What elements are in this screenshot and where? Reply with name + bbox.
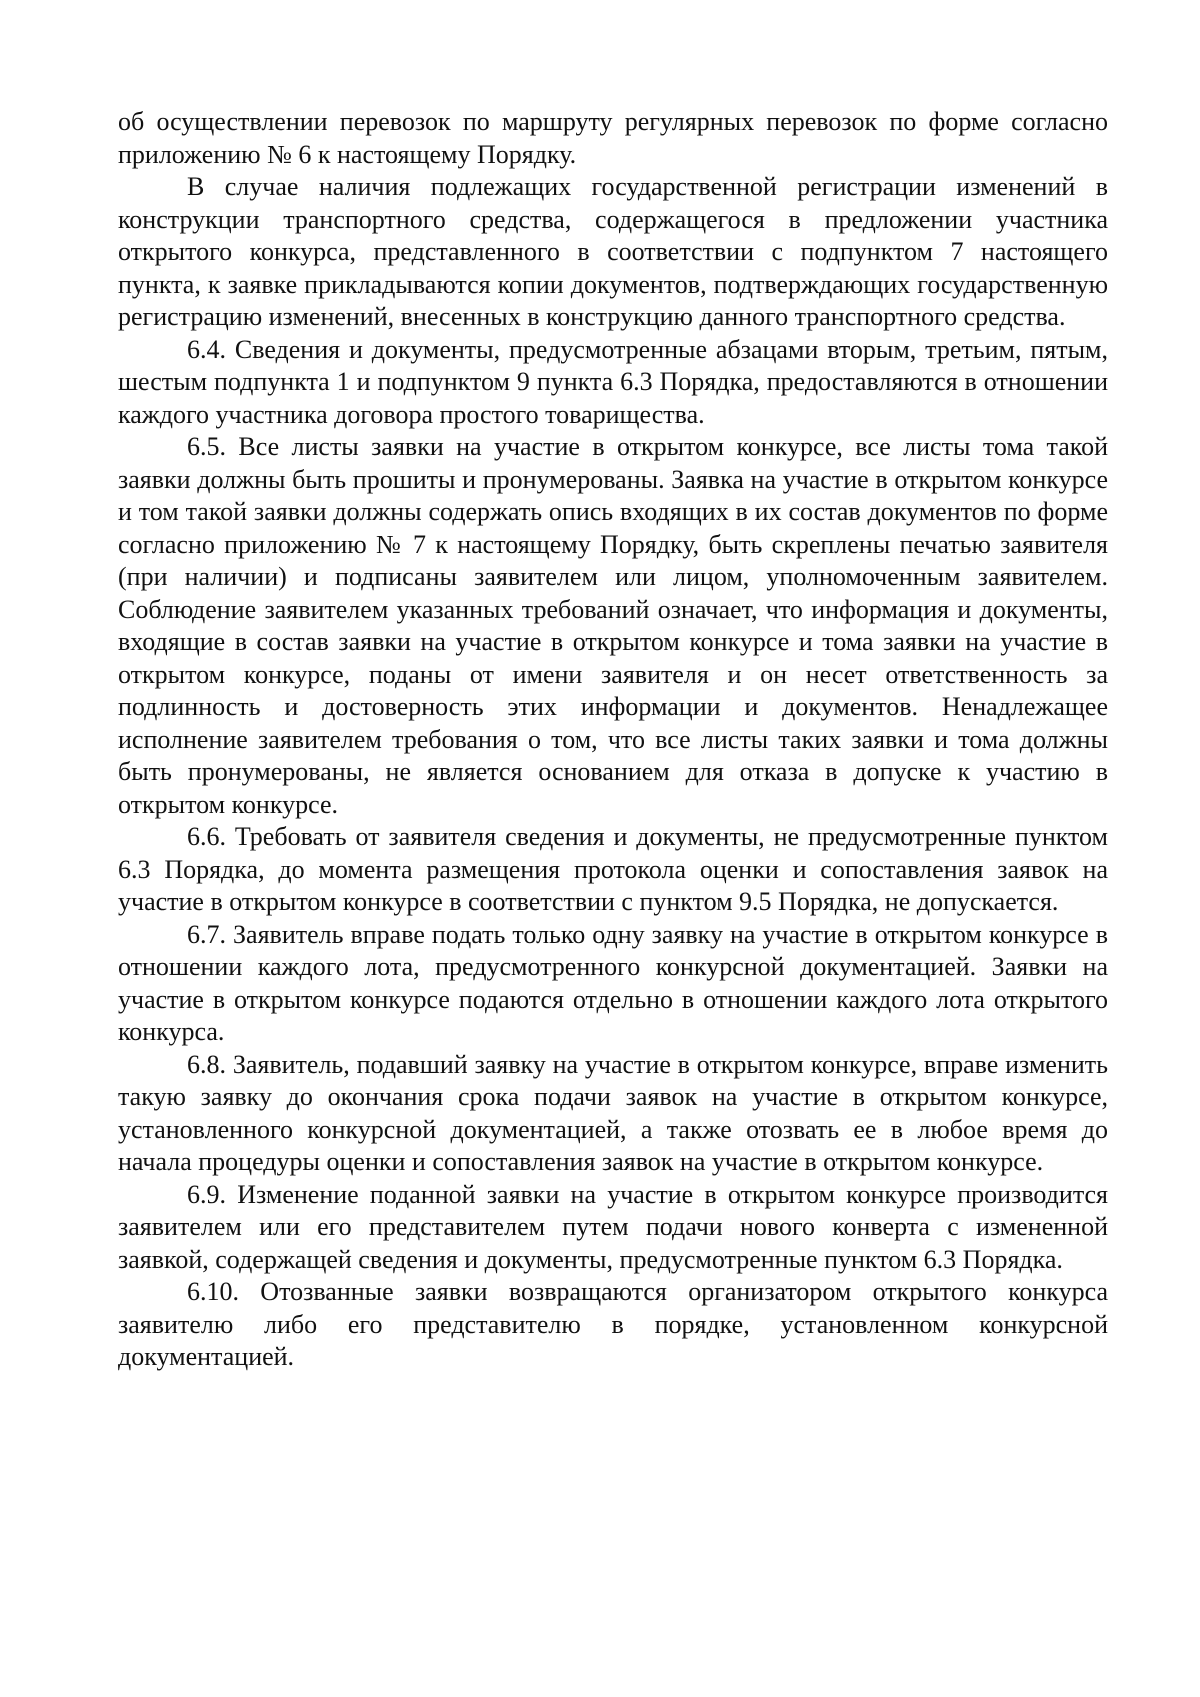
paragraph-6-9: 6.9. Изменение поданной заявки на участие в открытом конкурсе производится заявителем или его представителем путем подачи нового конверта с измененной заявкой, содержащей сведения и документы, предусмотренные пунктом 6.3 Порядка. xyxy=(118,1179,1108,1274)
paragraph-6-10: 6.10. Отозванные заявки возвращаются организатором открытого конкурса заявителю либо его представителю в порядке, установленном конкурсной документацией. xyxy=(118,1277,1108,1371)
paragraph-continuation: об осуществлении перевозок по маршруту регулярных перевозок по форме согласно приложению № 6 к настоящему Порядку. xyxy=(118,107,1108,169)
paragraph-6-8: 6.8. Заявитель, подавший заявку на участие в открытом конкурсе, вправе изменить такую заявку до окончания срока подачи заявок на участие в открытом конкурсе, установленного конкурсной документацией, а также отозвать ее в любое время до начала процедуры оценки и сопоставления заявок на участие в открытом конкурсе. xyxy=(118,1049,1108,1176)
document-body xyxy=(118,106,1108,1374)
paragraph-6-5: 6.5. Все листы заявки на участие в открытом конкурсе, все листы тома такой заявки должны быть прошиты и пронумерованы. Заявка на участие в открытом конкурсе и том такой заявки должны содержать опись входящих в их состав документов по форме согласно приложению № 7 к настоящему Порядку, быть скреплены печатью заявителя (при наличии) и подписаны заявителем или лицом, уполномоченным заявителем. Соблюдение заявителем указанных требований означает, что информация и документы, входящие в состав заявки на участие в открытом конкурсе и тома заявки на участие в открытом конкурсе, поданы от имени заявителя и он несет ответственность за подлинность и достоверность этих информации и документов. Ненадлежащее исполнение заявителем требования о том, что все листы таких заявки и тома должны быть пронумерованы, не является основанием для отказа в допуске к участию в открытом конкурсе. xyxy=(118,432,1108,819)
paragraph-registration-changes: В случае наличия подлежащих государственной регистрации изменений в конструкции транспортного средства, содержащегося в предложении участника открытого конкурса, представленного в соответствии с подпунктом 7 настоящего пункта, к заявке прикладываются копии документов, подтверждающих государственную регистрацию изменений, внесенных в конструкцию данного транспортного средства. xyxy=(118,172,1108,331)
paragraph-6-6: 6.6. Требовать от заявителя сведения и документы, не предусмотренные пунктом 6.3 Порядка, до момента размещения протокола оценки и сопоставления заявок на участие в открытом конкурсе в соответствии с пунктом 9.5 Порядка, не допускается. xyxy=(118,822,1108,916)
paragraph-6-4: 6.4. Сведения и документы, предусмотренные абзацами вторым, третьим, пятым, шестым подпункта 1 и подпунктом 9 пункта 6.3 Порядка, предоставляются в отношении каждого участника договора простого товарищества. xyxy=(118,334,1108,429)
paragraph-6-7: 6.7. Заявитель вправе подать только одну заявку на участие в открытом конкурсе в отношении каждого лота, предусмотренного конкурсной документацией. Заявки на участие в открытом конкурсе подаются отдельно в отношении каждого лота открытого конкурса. xyxy=(118,919,1108,1046)
